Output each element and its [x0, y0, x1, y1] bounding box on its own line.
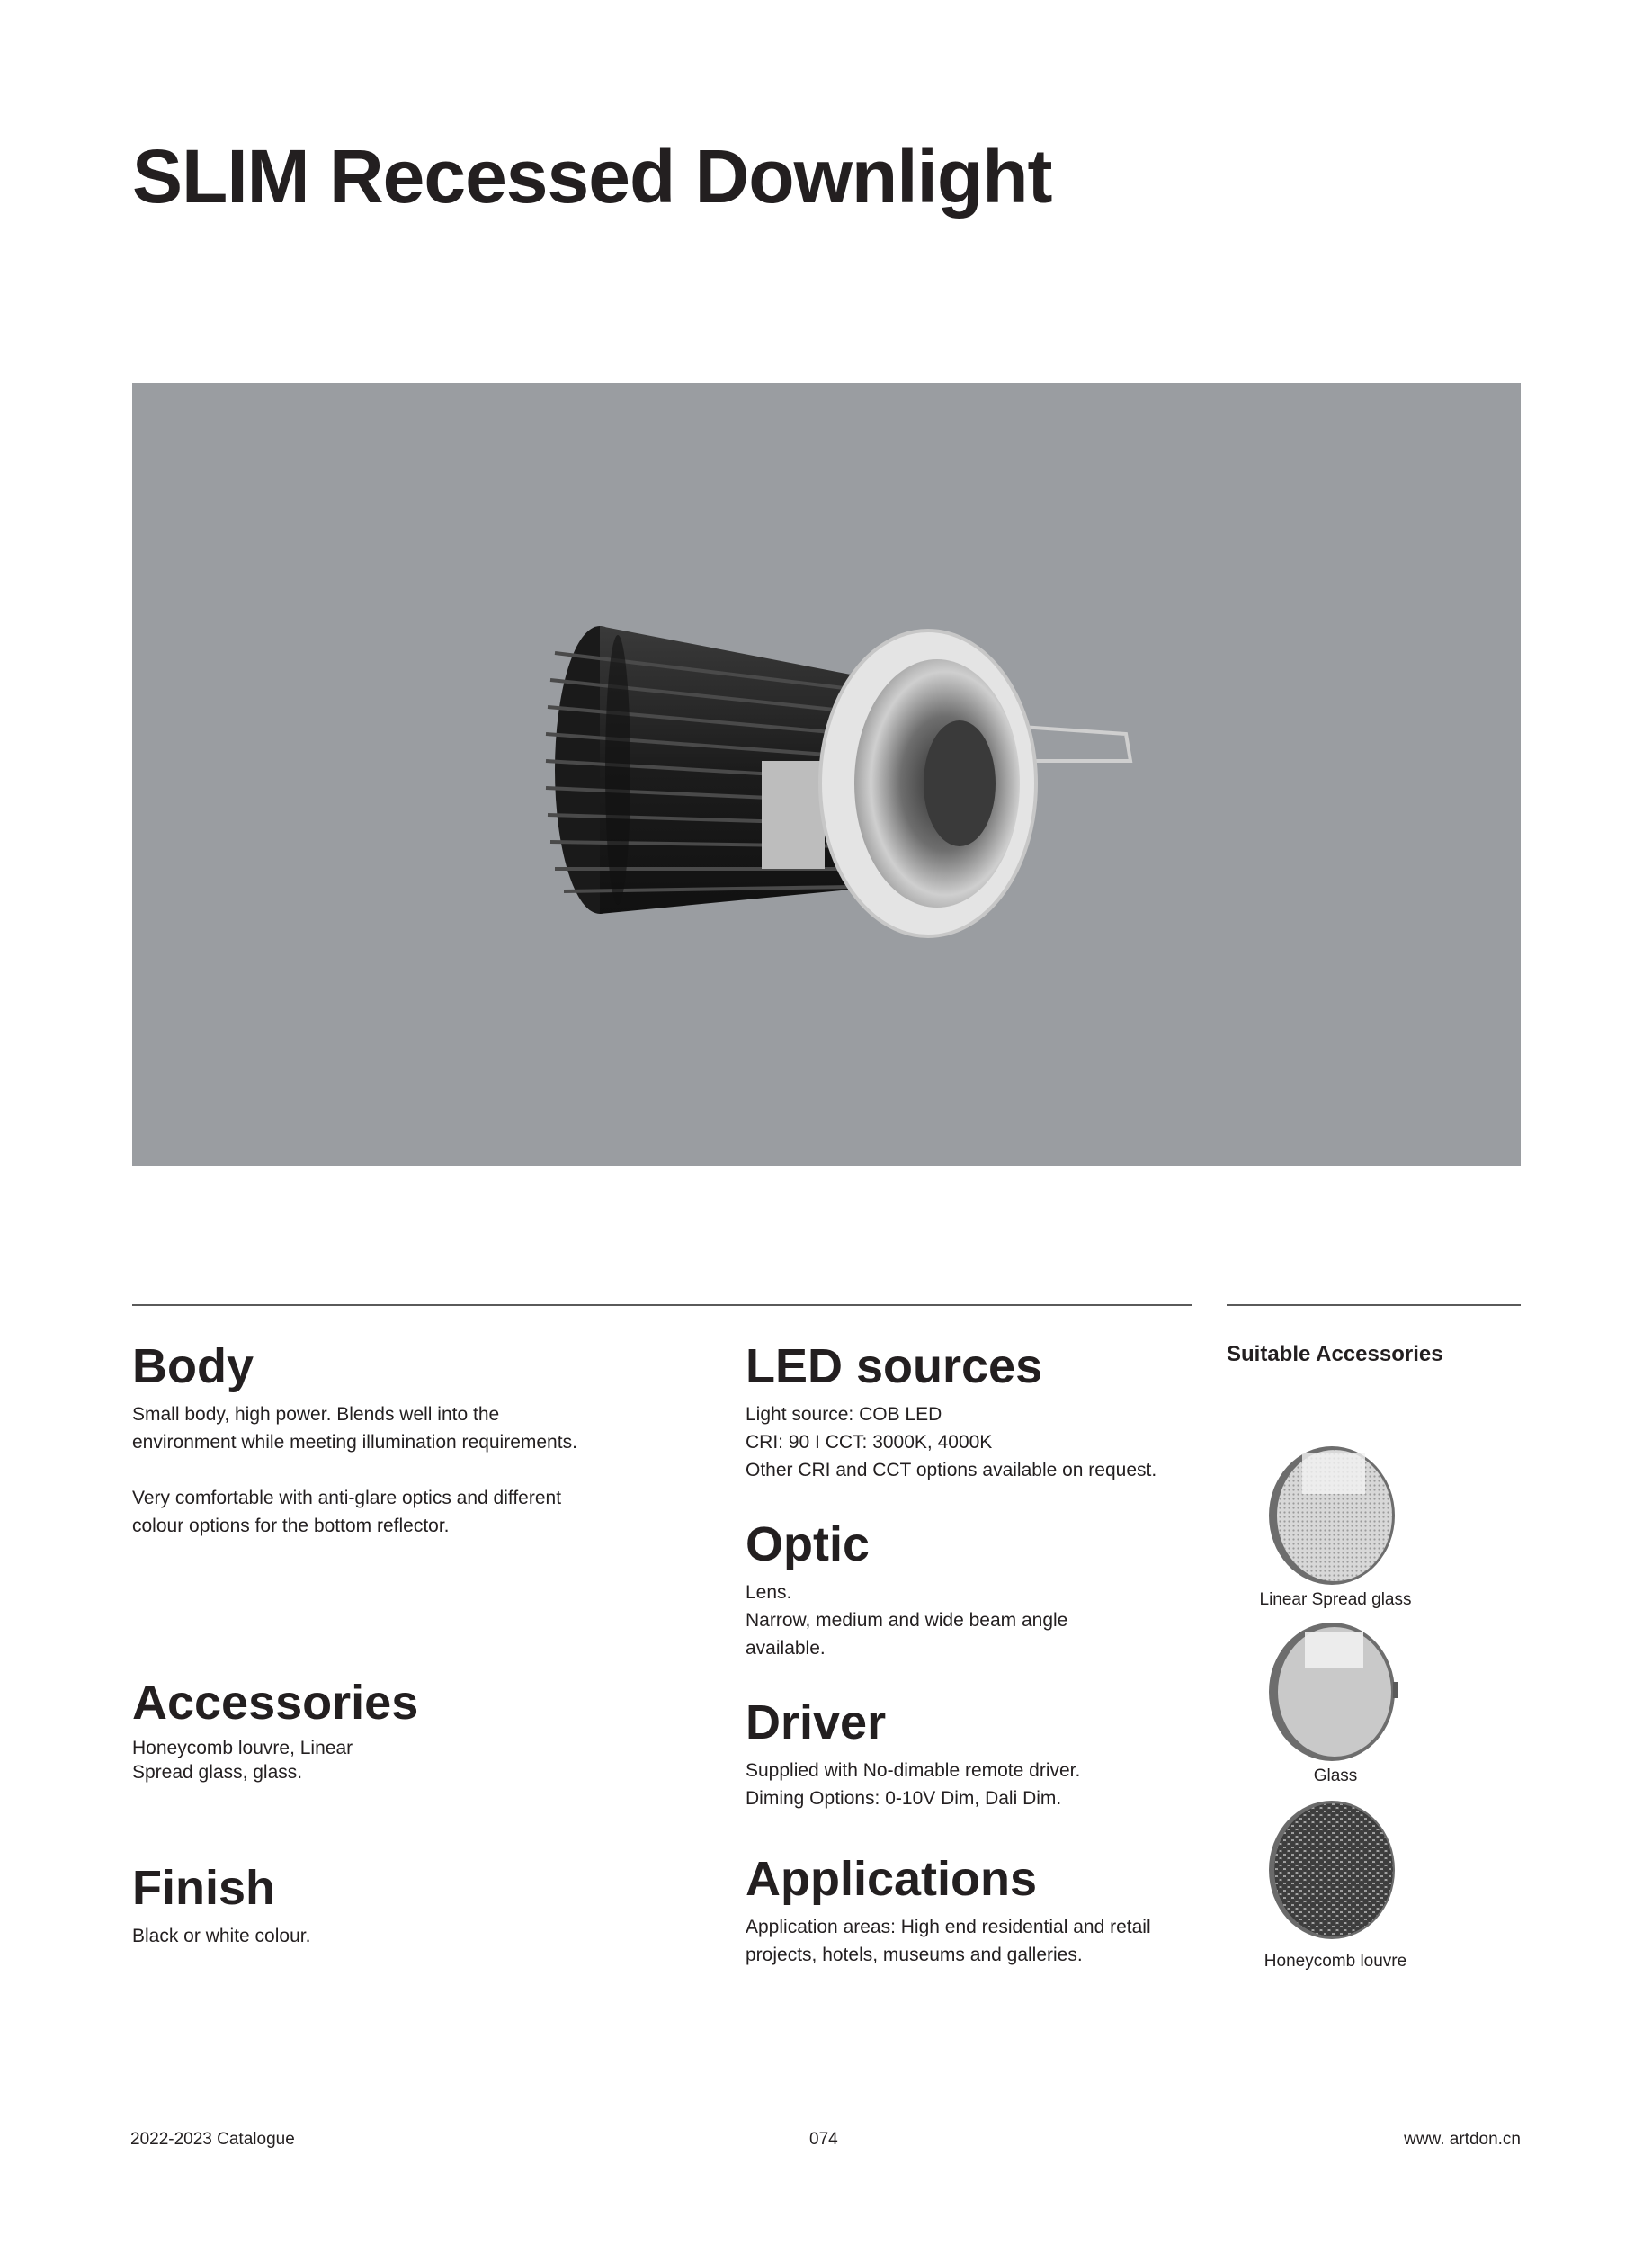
optic-text: Lens. Narrow, medium and wide beam angle available.: [746, 1582, 1068, 1659]
applications-text: Application areas: High end residential and retail projects, hotels, museums and galleries.: [746, 1917, 1151, 1965]
applications-heading: Applications: [746, 1852, 1038, 1906]
divider-left: [132, 1304, 1192, 1306]
glass-label: Glass: [1313, 1766, 1358, 1785]
suitable-accessories-title: Suitable Accessories: [1227, 1342, 1443, 1366]
led-sources-text: Light source: COB LED CRI: 90 I CCT: 3000K, 4000K Other CRI and CCT options available on request.: [746, 1404, 1157, 1480]
body-text-1: Small body, high power. Blends well into the environment while meeting illumination requirements.: [132, 1404, 577, 1453]
divider-right: [1227, 1304, 1521, 1306]
page-number: 074: [809, 2130, 838, 2149]
body-text-2: Very comfortable with anti-glare optics and different colour options for the bottom reflector.: [132, 1488, 562, 1536]
accessories-heading: Accessories: [132, 1676, 419, 1730]
body-heading: Body: [132, 1339, 254, 1393]
footer-website: www. artdon.cn: [1404, 2130, 1521, 2149]
honeycomb-louvre-image: [1264, 1797, 1399, 1943]
downlight-illustration: [132, 383, 1521, 1166]
driver-text: Supplied with No-dimable remote driver. Diming Options: 0-10V Dim, Dali Dim.: [746, 1760, 1081, 1809]
optic-heading: Optic: [746, 1517, 871, 1571]
product-image: [132, 383, 1521, 1166]
trim-ring: [820, 631, 1036, 936]
finish-text: Black or white colour.: [132, 1926, 311, 1946]
led-sources-heading: LED sources: [746, 1339, 1043, 1393]
honeycomb-louvre-label: Honeycomb louvre: [1264, 1952, 1407, 1971]
footer-catalogue: 2022-2023 Catalogue: [130, 2130, 295, 2149]
driver-heading: Driver: [746, 1695, 887, 1749]
bracket: [762, 761, 825, 869]
linear-spread-glass-label: Linear Spread glass: [1259, 1590, 1412, 1609]
glass-image: [1264, 1619, 1399, 1765]
page-title: SLIM Recessed Downlight: [132, 134, 1052, 219]
linear-spread-glass-image: [1264, 1443, 1399, 1588]
accessories-text: Honeycomb louvre, Linear Spread glass, glass.: [132, 1738, 353, 1783]
finish-heading: Finish: [132, 1861, 275, 1915]
